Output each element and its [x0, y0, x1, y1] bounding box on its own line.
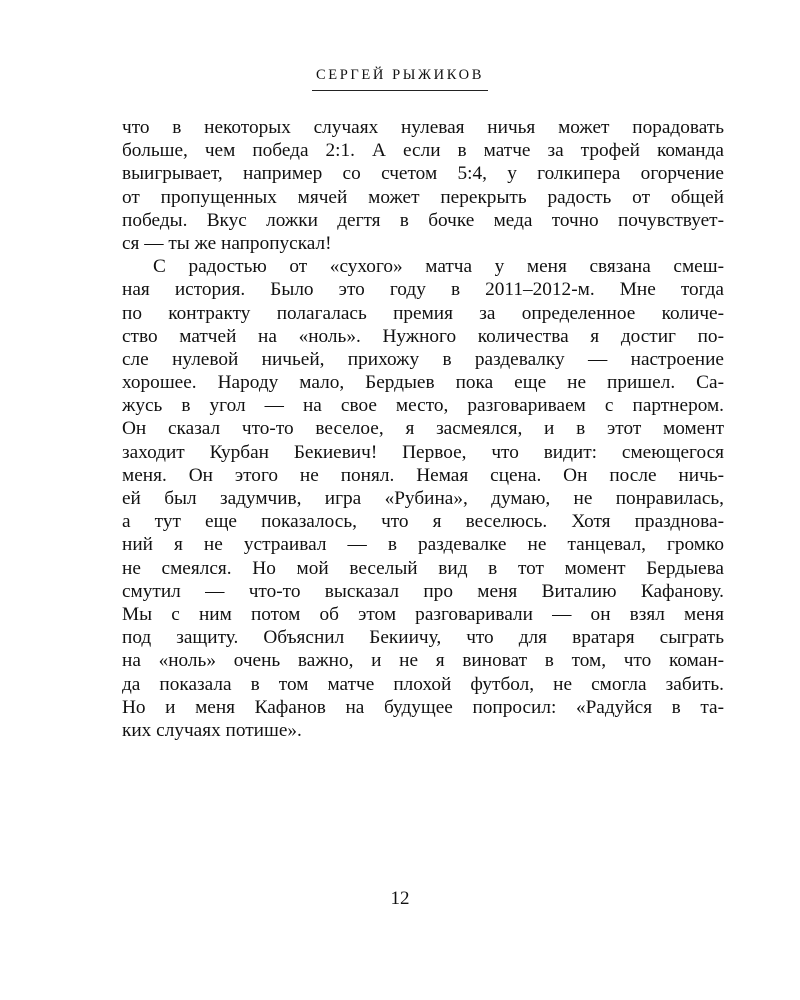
- text-line: ся — ты же напропускал!: [122, 232, 332, 254]
- text-line: меня. Он этого не понял. Немая сцена. Он после ничь-: [122, 464, 724, 486]
- text-line: что в некоторых случаях нулевая ничья может порадовать: [122, 117, 724, 138]
- page-number: 12: [390, 888, 410, 909]
- text-line: не смеялся. Но мой веселый вид в тот момент Бердыева: [122, 557, 724, 579]
- text-line: ная история. Было это году в 2011–2012-м. Мне тогда: [122, 279, 724, 301]
- text-line: больше, чем победа 2:1. А если в матче за трофей команда: [122, 140, 724, 162]
- text-line: Но и меня Кафанов на будущее попросил: «Радуйся в та-: [122, 696, 724, 718]
- body-text: [122, 116, 724, 742]
- text-line: смутил — что-то высказал про меня Виталию Кафанову.: [122, 580, 724, 602]
- text-line: заходит Курбан Бекиевич! Первое, что видит: смеющегося: [122, 441, 724, 463]
- running-head: [0, 66, 800, 91]
- text-line: под защиту. Объяснил Бекиичу, что для вратаря сыграть: [122, 627, 724, 649]
- text-line: победы. Вкус ложки дегтя в бочке меда точно почувствует-: [122, 209, 724, 231]
- text-line: ей был задумчив, игра «Рубина», думаю, не понравилась,: [122, 488, 724, 509]
- text-line: С радостью от «сухого» матча у меня связана смеш-: [153, 256, 724, 278]
- text-line: от пропущенных мячей может перекрыть радость от общей: [122, 186, 724, 208]
- text-line: ких случаях потише».: [122, 719, 302, 741]
- text-line: по контракту полагалась премия за определенное количе-: [122, 302, 724, 324]
- text-line: сле нулевой ничьей, прихожу в раздевалку — настроение: [122, 348, 724, 370]
- text-line: Он сказал что-то веселое, я засмеялся, и в этот момент: [122, 418, 724, 440]
- text-line: хорошее. Народу мало, Бердыев пока еще не пришел. Са-: [122, 372, 724, 394]
- text-line: да показала в том матче плохой футбол, не смогла забить.: [122, 673, 724, 695]
- text-line: выигрывает, например со счетом 5:4, у голкипера огорчение: [122, 163, 724, 185]
- text-line: ство матчей на «ноль». Нужного количества я достиг по-: [122, 325, 724, 347]
- running-head-title: СЕРГЕЙ РЫЖИКОВ: [312, 67, 488, 91]
- text-line: на «ноль» очень важно, и не я виноват в том, что коман-: [122, 650, 724, 672]
- text-line: Мы с ним потом об этом разговаривали — он взял меня: [122, 603, 724, 625]
- text-line: жусь в угол — на свое место, разговариваем с партнером.: [122, 395, 724, 417]
- text-line: а тут еще показалось, что я веселюсь. Хотя празднова-: [122, 511, 724, 533]
- text-line: ний я не устраивал — в раздевалке не танцевал, громко: [122, 534, 724, 556]
